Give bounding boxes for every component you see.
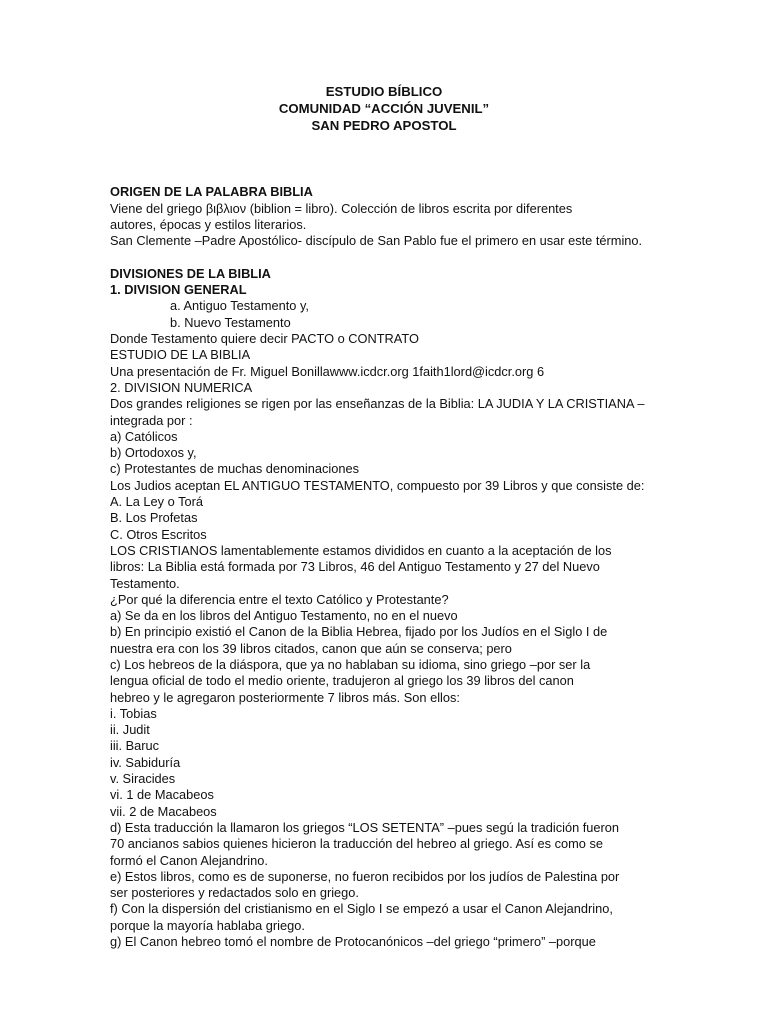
- blank-line: [110, 250, 658, 266]
- text-line: a) Católicos: [110, 428, 178, 444]
- text-line: b) En principio existió el Canon de la Biblia Hebrea, fijado por los Judíos en el Siglo I de: [110, 624, 608, 640]
- text-line: vi. 1 de Macabeos: [110, 787, 214, 803]
- text-line: b) Ortodoxos y,: [110, 445, 197, 461]
- text-line: c) Protestantes de muchas denominaciones: [110, 461, 359, 477]
- document-title: ESTUDIO BÍBLICO: [325, 84, 443, 99]
- text-line: 70 ancianos sabios quienes hicieron la traducción del hebreo al griego. Así es como se: [110, 836, 603, 852]
- text-line: LOS CRISTIANOS lamentablemente estamos divididos en cuanto a la aceptación de los: [110, 542, 612, 558]
- community-name: COMUNIDAD “ACCIÓN JUVENIL”: [278, 100, 490, 116]
- text-line: Los Judios aceptan EL ANTIGUO TESTAMENTO, compuesto por 39 Libros y que consiste de:: [110, 477, 645, 493]
- text-line: 2. DIVISION NUMERICA: [110, 379, 253, 395]
- text-line: lengua oficial de todo el medio oriente, tradujeron al griego los 39 libros del canon: [110, 673, 574, 689]
- section-heading: DIVISIONES DE LA BIBLIA: [110, 265, 271, 281]
- text-line: Viene del griego βιβλιον (biblion = libro). Colección de libros escrita por diferentes: [110, 200, 573, 216]
- text-line: B. Los Profetas: [110, 510, 198, 526]
- text-line: integrada por :: [110, 412, 193, 428]
- text-line: i. Tobias: [110, 705, 157, 721]
- text-line: A. La Ley o Torá: [110, 494, 203, 510]
- section-heading: 1. DIVISION GENERAL: [110, 282, 247, 298]
- text-line: hebreo y le agregaron posteriormente 7 libros más. Son ellos:: [110, 689, 460, 705]
- text-line: c) Los hebreos de la diáspora, que ya no hablaban su idioma, sino griego –por ser la: [110, 657, 591, 672]
- text-line: vii. 2 de Macabeos: [110, 803, 217, 819]
- text-line: iv. Sabiduría: [110, 754, 181, 770]
- text-line: e) Estos libros, como es de suponerse, no fueron recibidos por los judíos de Palestina por: [110, 868, 620, 884]
- text-line: libros: La Biblia está formada por 73 Libros, 46 del Antiguo Testamento y 27 del Nuevo: [110, 559, 600, 575]
- text-line: f) Con la dispersión del cristianismo en el Siglo I se empezó a usar el Canon Alejandrino,: [110, 901, 613, 917]
- text-line: autores, épocas y estilos literarios.: [110, 216, 307, 232]
- text-line: ser posteriores y redactados solo en griego.: [110, 885, 359, 901]
- text-line: C. Otros Escritos: [110, 526, 207, 542]
- text-line: Una presentación de Fr. Miguel Bonillawww.icdcr.org 1faith1lord@icdcr.org 6: [110, 363, 545, 379]
- text-line: Testamento.: [110, 575, 180, 591]
- document-header: [110, 84, 658, 134]
- text-line: v. Siracides: [110, 771, 176, 787]
- text-line: iii. Baruc: [110, 738, 160, 754]
- text-line: b. Nuevo Testamento: [170, 314, 291, 330]
- text-line: formó el Canon Alejandrino.: [110, 852, 268, 868]
- text-line: ¿Por qué la diferencia entre el texto Católico y Protestante?: [110, 591, 449, 607]
- text-line: nuestra era con los 39 libros citados, canon que aún se conserva; pero: [110, 640, 512, 656]
- text-line: ESTUDIO DE LA BIBLIA: [110, 347, 251, 363]
- parish-name: SAN PEDRO APOSTOL: [311, 117, 457, 133]
- text-line: ii. Judit: [110, 722, 150, 738]
- text-line: a) Se da en los libros del Antiguo Testamento, no en el nuevo: [110, 608, 458, 624]
- document-body: [110, 184, 658, 950]
- text-line: Dos grandes religiones se rigen por las enseñanzas de la Biblia: LA JUDIA Y LA CRISTIANA –: [110, 396, 645, 412]
- text-line: a. Antiguo Testamento y,: [170, 298, 309, 314]
- section-heading: ORIGEN DE LA PALABRA BIBLIA: [110, 184, 313, 200]
- text-line: Donde Testamento quiere decir PACTO o CONTRATO: [110, 331, 419, 347]
- text-line: d) Esta traducción la llamaron los griegos “LOS SETENTA” –pues segú la tradición fueron: [110, 819, 620, 835]
- text-line: porque la mayoría hablaba griego.: [110, 917, 305, 933]
- text-line: g) El Canon hebreo tomó el nombre de Protocanónicos –del griego “primero” –porque: [110, 934, 596, 950]
- text-line: San Clemente –Padre Apostólico- discípulo de San Pablo fue el primero en usar este término.: [110, 233, 643, 249]
